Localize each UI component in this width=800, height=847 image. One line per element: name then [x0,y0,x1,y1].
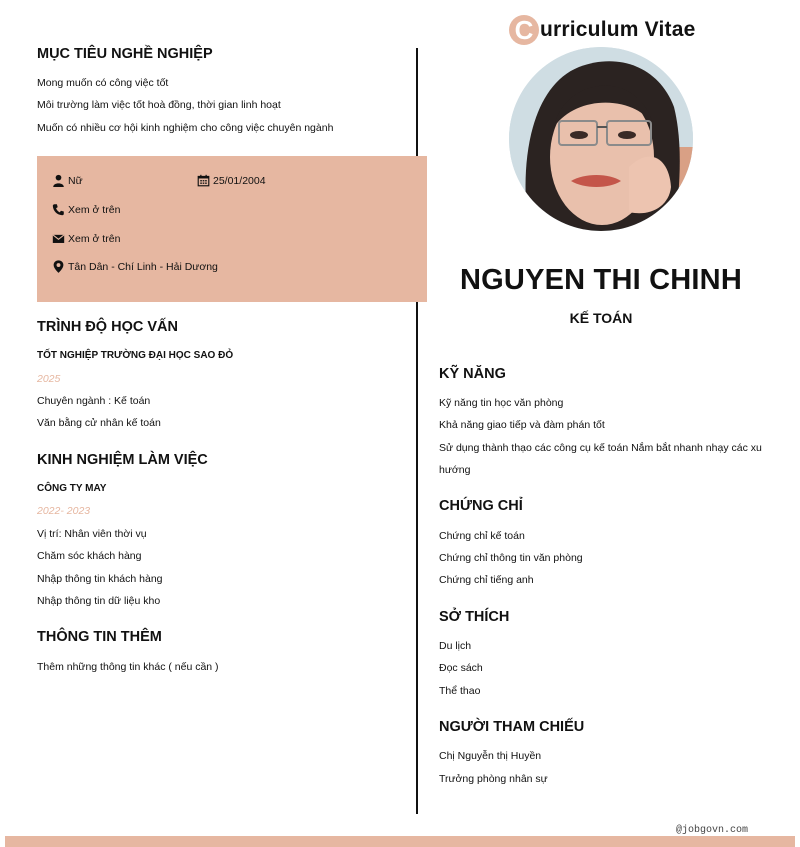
phone-icon [52,203,65,216]
contact-phone [52,203,120,216]
experience-item: Nhập thông tin dữ liệu kho [37,595,161,607]
hobby-item: Du lịch [439,640,472,652]
gender-value: Nữ [68,174,83,187]
education-school: TỐT NGHIỆP TRƯỜNG ĐẠI HỌC SAO ĐỎ [37,350,234,361]
cv-title-text: urriculum Vitae [540,18,696,41]
experience-item: Chăm sóc khách hàng [37,550,142,562]
education-item: Chuyên ngành : Kế toán [37,395,151,407]
user-icon [52,174,65,187]
envelope-icon [52,232,65,245]
contact-email [52,232,120,245]
contact-gender [52,174,83,187]
hobby-item: Thể thao [439,685,481,697]
contact-address [52,260,218,273]
map-pin-icon [52,260,65,273]
cv-title-initial: C [509,15,539,45]
skills-item: Khả năng giao tiếp và đàm phán tốt [439,419,605,431]
skills-item: Sử dụng thành thạo các công cụ kế toán Nắm bắt nhanh nhạy các xu [439,442,762,454]
contact-birthdate [197,174,266,187]
skills-item: Kỹ năng tin học văn phòng [439,397,564,409]
career-objective-item: Môi trường làm việc tốt hoà đồng, thời gian linh hoạt [37,99,281,111]
experience-item: Nhập thông tin khách hàng [37,573,163,585]
additional-info-heading: THÔNG TIN THÊM [37,629,162,645]
certificate-item: Chứng chỉ kế toán [439,530,525,542]
profile-photo [509,47,693,231]
career-objective-item: Muốn có nhiều cơ hội kinh nghiệm cho công việc chuyên ngành [37,122,334,134]
experience-period: 2022- 2023 [37,505,91,517]
phone-value: Xem ở trên [68,203,121,216]
candidate-name: NGUYEN THI CHINH [460,264,742,296]
experience-item: Vị trí: Nhân viên thời vụ [37,528,147,540]
job-title: KẾ TOÁN [569,310,633,326]
cv-title [509,14,696,46]
career-objective-heading: MỤC TIÊU NGHỀ NGHIỆP [37,46,213,62]
skills-item: hướng [439,464,471,476]
education-heading: TRÌNH ĐỘ HỌC VẤN [37,319,178,335]
avatar [509,47,693,231]
hobby-item: Đọc sách [439,662,483,674]
bottom-accent-bar [5,836,795,847]
birthdate-value: 25/01/2004 [213,174,266,187]
education-item: Văn bằng cử nhân kế toán [37,417,161,429]
career-objective-item: Mong muốn có công việc tốt [37,77,169,89]
additional-info-item: Thêm những thông tin khác ( nếu cần ) [37,661,219,673]
experience-heading: KINH NGHIỆM LÀM VIỆC [37,452,208,468]
address-value: Tân Dân - Chí Linh - Hải Dương [68,260,218,273]
reference-item: Chị Nguyễn thị Huyền [439,750,542,762]
hobbies-heading: SỞ THÍCH [439,609,510,625]
email-value: Xem ở trên [68,232,121,245]
certificate-item: Chứng chỉ thông tin văn phòng [439,552,583,564]
calendar-icon [197,174,210,187]
reference-item: Trưởng phòng nhân sự [439,773,548,785]
certificates-heading: CHỨNG CHỈ [439,498,523,514]
references-heading: NGƯỜI THAM CHIẾU [439,719,585,735]
experience-company: CÔNG TY MAY [37,483,107,494]
skills-heading: KỸ NĂNG [439,366,506,382]
education-year: 2025 [37,373,61,385]
watermark: @jobgovn.com [676,825,749,836]
certificate-item: Chứng chỉ tiếng anh [439,574,534,586]
